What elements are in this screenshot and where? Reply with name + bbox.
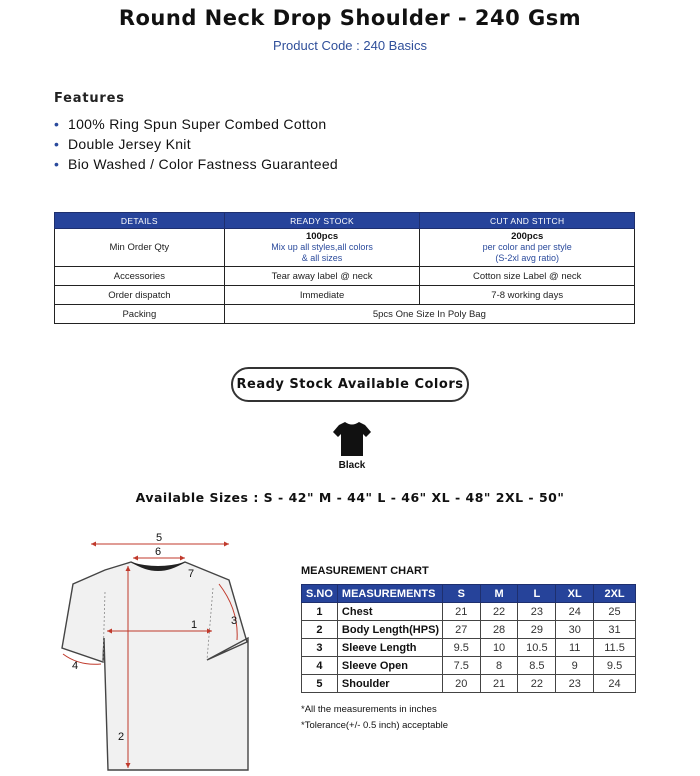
dispatch-label: Order dispatch: [55, 286, 225, 305]
header-cut-and-stitch: CUT AND STITCH: [420, 213, 635, 229]
diagram-label-7: 7: [188, 568, 195, 580]
value-cell: 8.5: [518, 657, 556, 675]
value-cell: 11.5: [594, 639, 636, 657]
table-row: [55, 267, 635, 286]
min-order-ready: 100pcs Mix up all styles,all colors & all sizes: [224, 229, 420, 267]
table-row: [55, 229, 635, 267]
list-item: • Double Jersey Knit: [54, 136, 191, 152]
value-cell: 23: [518, 603, 556, 621]
measurement-name: Body Length(HPS): [337, 621, 442, 639]
measurement-note-units: *All the measurements in inches: [301, 704, 437, 715]
header-ready-stock: READY STOCK: [224, 213, 420, 229]
diagram-label-2: 2: [118, 731, 125, 743]
tshirt-measurement-diagram: [55, 528, 270, 776]
table-row: [302, 603, 636, 621]
value-cell: 9: [556, 657, 594, 675]
table-header-row: [302, 585, 636, 603]
row-number: 1: [302, 603, 338, 621]
row-number: 3: [302, 639, 338, 657]
value-cell: 31: [594, 621, 636, 639]
value-cell: 20: [442, 675, 480, 693]
color-label-black: Black: [338, 460, 366, 471]
value-cell: 30: [556, 621, 594, 639]
table-row: [55, 305, 635, 324]
diagram-label-3: 3: [231, 615, 238, 627]
min-order-cut: 200pcs per color and per style (S-2xl avg ratio): [420, 229, 635, 267]
value-cell: 24: [594, 675, 636, 693]
page-title: Round Neck Drop Shoulder - 240 Gsm: [118, 6, 582, 30]
value-cell: 9.5: [594, 657, 636, 675]
value-cell: 22: [480, 603, 518, 621]
dispatch-cut: 7-8 working days: [420, 286, 635, 305]
measurement-chart-heading: MEASUREMENT CHART: [301, 565, 429, 577]
value-cell: 27: [442, 621, 480, 639]
table-row: [302, 657, 636, 675]
features-heading: Features: [54, 91, 125, 106]
header-details: DETAILS: [55, 213, 225, 229]
measurement-name: Shoulder: [337, 675, 442, 693]
bullet-icon: •: [54, 136, 60, 152]
value-cell: 21: [442, 603, 480, 621]
diagram-label-5: 5: [156, 532, 163, 544]
value-cell: 8: [480, 657, 518, 675]
bullet-icon: •: [54, 156, 60, 172]
dispatch-ready: Immediate: [224, 286, 420, 305]
measurement-name: Chest: [337, 603, 442, 621]
bullet-icon: •: [54, 116, 60, 132]
header-size-s: S: [442, 585, 480, 603]
header-size-xl: XL: [556, 585, 594, 603]
accessories-cut: Cotton size Label @ neck: [420, 267, 635, 286]
header-size-2xl: 2XL: [594, 585, 636, 603]
packing-value: 5pcs One Size In Poly Bag: [224, 305, 634, 324]
header-measurements: MEASUREMENTS: [337, 585, 442, 603]
measurement-name: Sleeve Open: [337, 657, 442, 675]
row-number: 5: [302, 675, 338, 693]
value-cell: 7.5: [442, 657, 480, 675]
measurement-name: Sleeve Length: [337, 639, 442, 657]
header-size-m: M: [480, 585, 518, 603]
list-item: • 100% Ring Spun Super Combed Cotton: [54, 116, 327, 132]
header-size-l: L: [518, 585, 556, 603]
tshirt-black-swatch-icon[interactable]: [332, 418, 372, 458]
colors-heading: Ready Stock Available Colors: [231, 367, 469, 402]
table-header-row: [55, 213, 635, 229]
value-cell: 23: [556, 675, 594, 693]
accessories-label: Accessories: [55, 267, 225, 286]
diagram-label-6: 6: [155, 546, 162, 558]
measurement-note-tolerance: *Tolerance(+/- 0.5 inch) acceptable: [301, 720, 449, 731]
table-row: [302, 621, 636, 639]
header-sno: S.NO: [302, 585, 338, 603]
min-order-label: Min Order Qty: [55, 229, 225, 267]
value-cell: 25: [594, 603, 636, 621]
table-row: [302, 675, 636, 693]
row-number: 2: [302, 621, 338, 639]
available-sizes: Available Sizes : S - 42" M - 44" L - 46" XL - 48" 2XL - 50": [135, 490, 565, 505]
value-cell: 11: [556, 639, 594, 657]
list-item: • Bio Washed / Color Fastness Guaranteed: [54, 156, 339, 172]
table-row: [302, 639, 636, 657]
value-cell: 21: [480, 675, 518, 693]
details-table: [54, 212, 635, 324]
value-cell: 9.5: [442, 639, 480, 657]
value-cell: 28: [480, 621, 518, 639]
shirt-outline: [62, 562, 248, 770]
value-cell: 24: [556, 603, 594, 621]
table-row: [55, 286, 635, 305]
value-cell: 10.5: [518, 639, 556, 657]
diagram-label-4: 4: [72, 660, 79, 672]
product-code: Product Code : 240 Basics: [273, 38, 427, 53]
accessories-ready: Tear away label @ neck: [224, 267, 420, 286]
diagram-label-1: 1: [191, 619, 198, 631]
features-list: [54, 114, 338, 174]
row-number: 4: [302, 657, 338, 675]
value-cell: 10: [480, 639, 518, 657]
packing-label: Packing: [55, 305, 225, 324]
measurement-table: [301, 584, 636, 693]
value-cell: 22: [518, 675, 556, 693]
value-cell: 29: [518, 621, 556, 639]
